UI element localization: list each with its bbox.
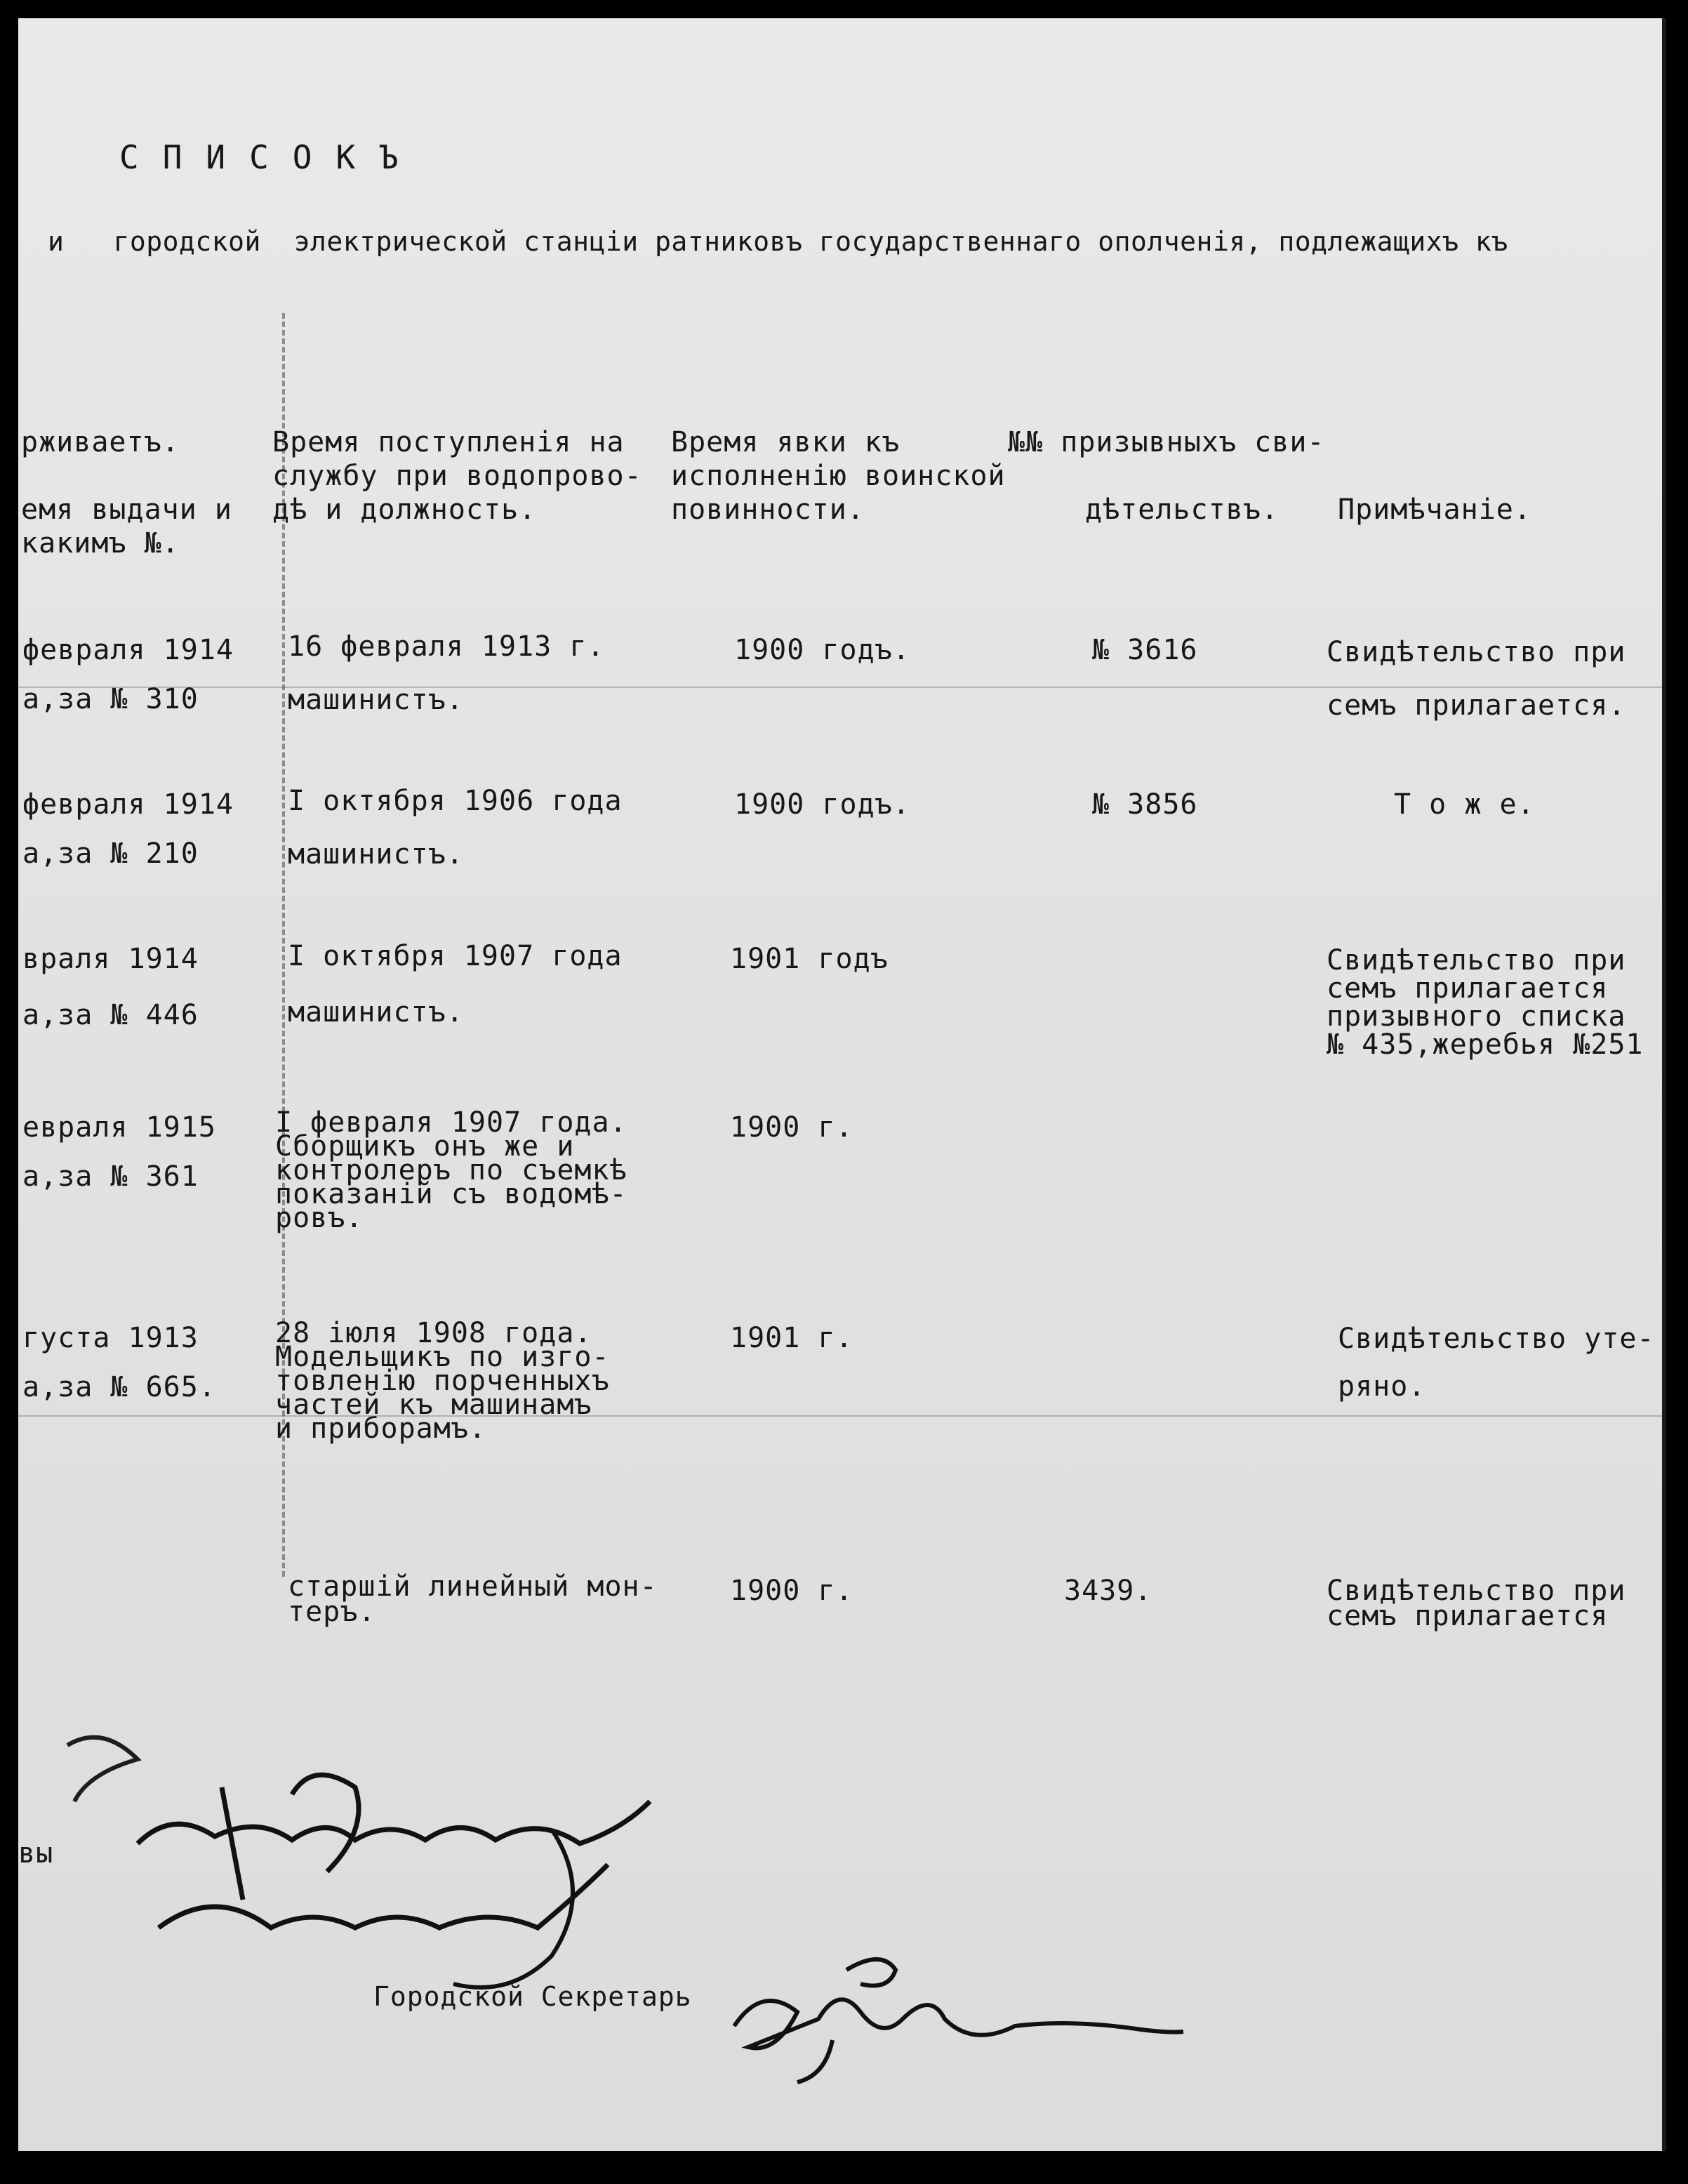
- row5-col1-number: а,за № 665.: [22, 1371, 216, 1403]
- col-header-5: Примѣчаніе.: [1338, 494, 1531, 526]
- row1-col1-number: а,за № 310: [22, 683, 199, 715]
- row6-col5: Свидѣтельство при семъ прилагается: [1327, 1575, 1626, 1632]
- document-title: СПИСОКЪ: [119, 138, 423, 176]
- row2-col2: I октября 1906 года машинистъ.: [288, 785, 623, 871]
- col-header-1: рживаетъ. емя выдачи и какимъ №.: [21, 426, 232, 560]
- secretary-label: Городской Секретарь: [373, 1981, 692, 2012]
- col-header-2: Время поступленія на службу при водопрово- дѣ и должность.: [272, 426, 642, 526]
- row1-col3: 1900 годъ.: [734, 634, 910, 666]
- row4-col3: 1900 г.: [730, 1111, 853, 1144]
- row1-col2: 16 февраля 1913 г. машинистъ.: [288, 630, 605, 716]
- row4-col1-date: евраля 1915: [22, 1111, 216, 1144]
- document-sheet: [18, 18, 1666, 2151]
- row3-col1-date: враля 1914: [22, 943, 199, 975]
- row1-col4: № 3616: [1092, 634, 1198, 666]
- col-header-4b: дѣтельствъ.: [1085, 494, 1279, 526]
- row5-col3: 1901 г.: [730, 1322, 853, 1354]
- col-header-3: Время явки къ исполненію воинской повинности.: [671, 426, 1006, 526]
- row5-col1-date: густа 1913: [22, 1322, 199, 1354]
- row2-col3: 1900 годъ.: [734, 788, 910, 821]
- row6-col3: 1900 г.: [730, 1575, 853, 1607]
- row1-col5: Свидѣтельство при семъ прилагается.: [1327, 636, 1626, 722]
- row6-col2: старшій линейный мон- теръ.: [288, 1570, 658, 1628]
- row2-col5: Т о ж е.: [1394, 788, 1535, 821]
- row3-col2: I октября 1907 года машинистъ.: [288, 940, 623, 1028]
- footer-fragment: вы: [18, 1837, 54, 1869]
- row1-col1-date: февраля 1914: [22, 634, 234, 666]
- row3-col1-number: а,за № 446: [22, 999, 199, 1031]
- row3-col3: 1901 годъ: [730, 943, 889, 975]
- row4-col1-number: а,за № 361: [22, 1160, 199, 1193]
- document-heading: и городской электрической станціи ратниковъ государственнаго ополченія, подлежащихъ къ: [48, 226, 1508, 257]
- row6-col4: 3439.: [1064, 1575, 1152, 1607]
- row2-col1-date: февраля 1914: [22, 788, 234, 821]
- row5-col2: 28 іюля 1908 года. Модельщикъ по изго- товленію порченныхъ частей къ машинамъ и приборамъ.: [275, 1317, 610, 1445]
- row2-col1-number: а,за № 210: [22, 838, 199, 870]
- row4-col2: I февраля 1907 года. Сборщикъ онъ же и контролеръ по съемкѣ показаній съ водомѣ- ровъ.: [275, 1106, 627, 1234]
- col-header-4a: №№ призывныхъ сви-: [1008, 426, 1325, 458]
- row2-col4: № 3856: [1092, 788, 1198, 821]
- signature-secretary: [720, 1942, 1197, 2096]
- row3-col5: Свидѣтельство при семъ прилагается призывного списка № 435,жеребья №251: [1327, 944, 1644, 1061]
- paper-fold: [18, 1415, 1662, 1417]
- row5-col5: Свидѣтельство уте- ряно.: [1338, 1323, 1655, 1403]
